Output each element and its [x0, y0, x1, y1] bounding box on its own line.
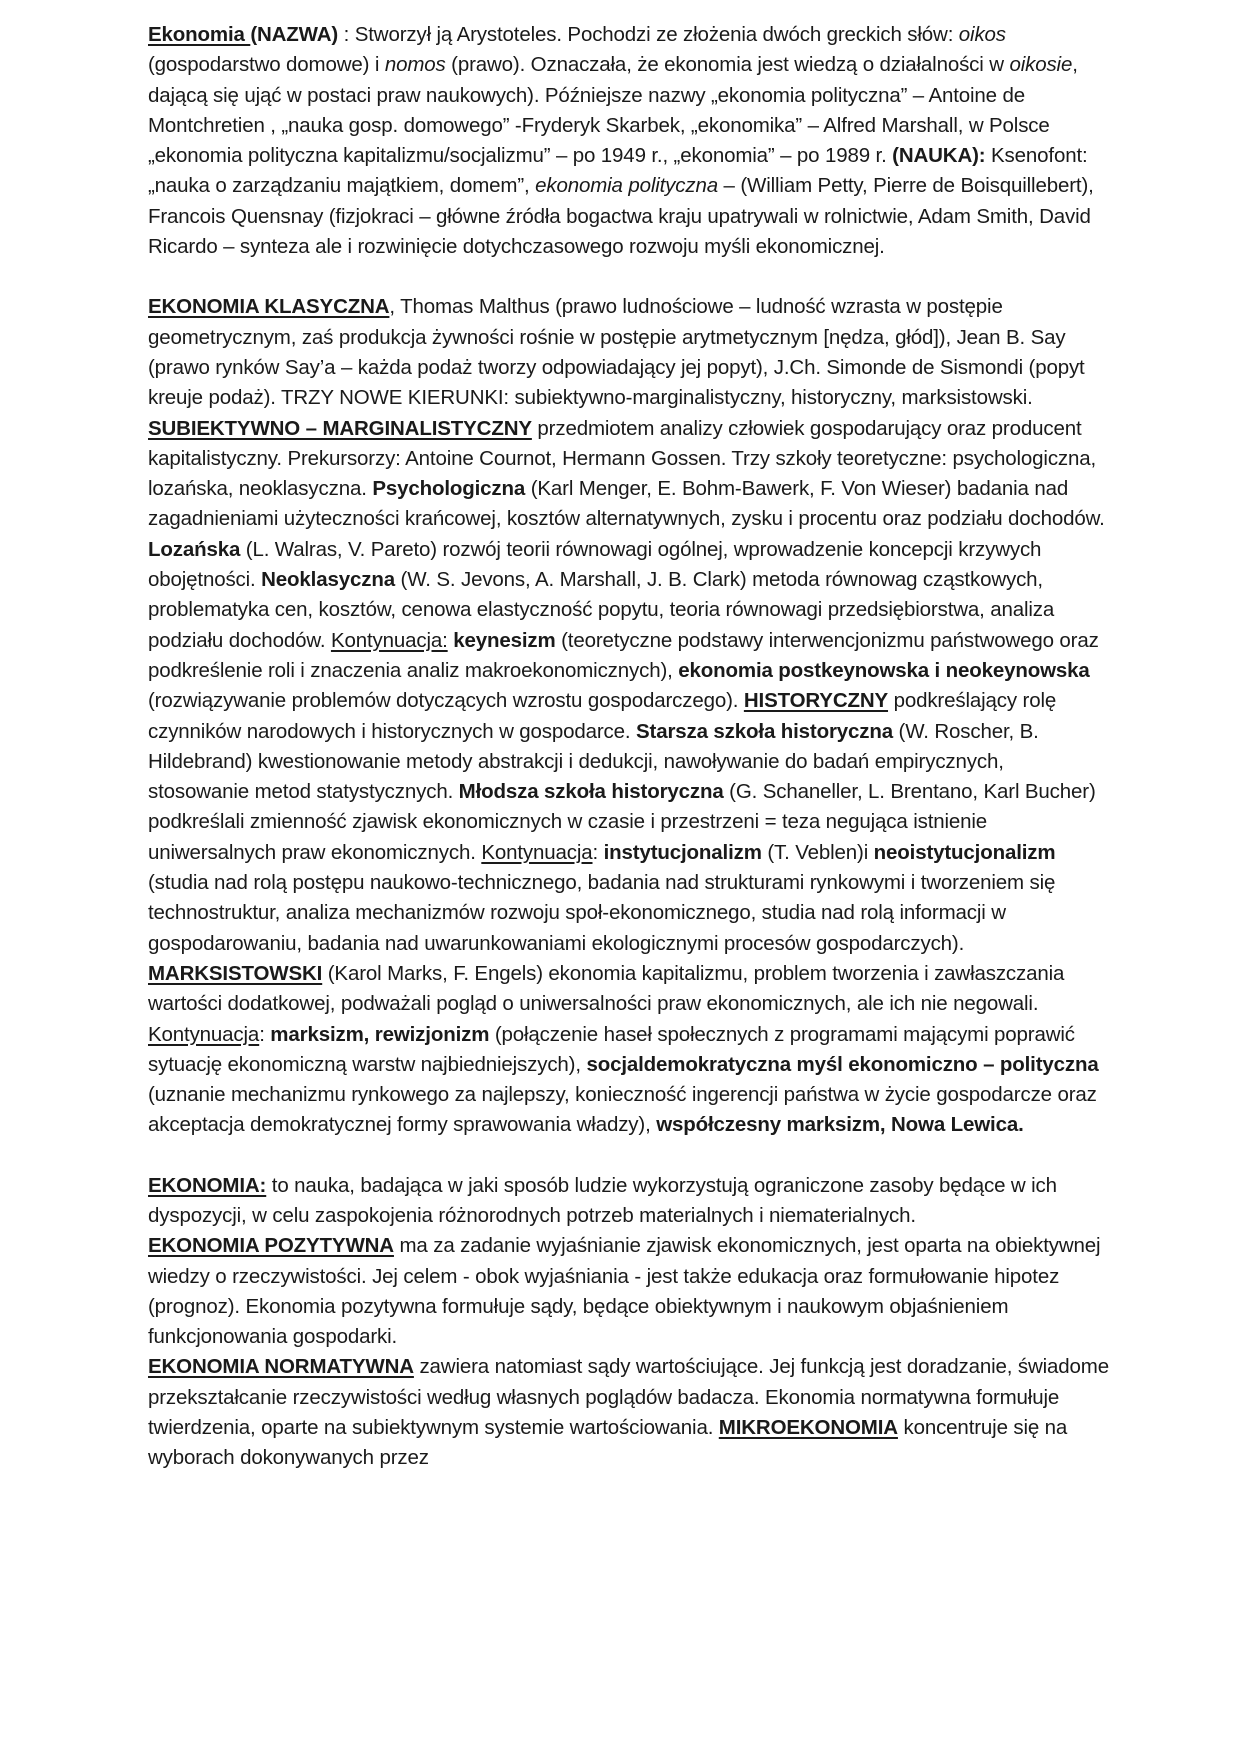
text-run: (gospodarstwo domowe) i	[148, 53, 385, 77]
bold-term: socjaldemokratyczna myśl ekonomiczno – polityczna	[586, 1052, 1099, 1076]
text-run: : Stworzył ją Arystoteles. Pochodzi ze złożenia dwóch greckich słów:	[338, 23, 959, 46]
text-run: koncentruje się na wyborach dokonywanych przez	[148, 1416, 1068, 1470]
text-run: przedmiotem analizy człowiek gospodarujący oraz producent kapitalistyczny. Prekursorzy: Antoine Cournot, Hermann Gossen. Trzy szkoły teoretyczne: psychologiczna, lozańska, neoklasyczna.	[148, 416, 1097, 501]
section-heading: MIKROEKONOMIA	[718, 1416, 898, 1440]
paragraph-ekonomia-normatywna	[148, 1352, 1110, 1473]
underlined-term: Kontynuacja	[148, 1022, 260, 1046]
text-run: (G. Schaneller, L. Brentano, Karl Bucher) podkreślali zmienność zjawisk ekonomicznych w czasie i przestrzeni = teza negująca istnienie uniwersalnych praw ekonomicznych.	[148, 780, 1096, 864]
text-run: (połączenie haseł społecznych z programami mającymi poprawić sytuację ekonomiczną warstw najbiedniejszych),	[148, 1022, 1075, 1076]
text-run: (Karol Marks, F. Engels) ekonomia kapitalizmu, problem tworzenia i zawłaszczania wartości dodatkowej, podważali pogląd o uniwersalności praw ekonomicznych, ale ich nie negowali.	[148, 961, 1065, 1016]
text-run: , Thomas Malthus (prawo ludnościowe – ludność wzrasta w postępie geometrycznym, zaś produkcja żywności rośnie w postępie arytmetycznym [nędza, głód]), Jean B. Say (prawo rynków Say’a – każda podaż tworzy odpowiadający jej popyt), J.Ch. Simonde de Sismondi (popyt kreuje podaż). TRZY NOWE KIERUNKI: subiektywno-marginalistyczny, historyczny, marksistowski.	[148, 295, 1085, 410]
text-run: (rozwiązywanie problemów dotyczących wzrostu gospodarczego).	[148, 689, 744, 713]
paragraph-nazwa-nauka	[148, 20, 1110, 262]
text-run: Ksenofont: „nauka o zarządzaniu majątkiem, domem”,	[148, 144, 1088, 198]
text-run: (uznanie mechanizmu rynkowego za najlepszy, konieczność ingerencji państwa w życie gospodarcze oraz akceptacja demokratycznej formy sprawowania władzy),	[148, 1083, 1097, 1137]
paragraph-ekonomia-pozytywna	[148, 1231, 1110, 1352]
bold-term: (NAZWA)	[250, 23, 339, 46]
bold-term: Psychologiczna	[372, 477, 526, 501]
section-heading: SUBIEKTYWNO – MARGINALISTYCZNY	[148, 416, 532, 440]
text-run: (W. Roscher, B. Hildebrand) kwestionowanie metody abstrakcji i dedukcji, nawoływanie do badań empirycznych, stosowanie metod statystycznych.	[148, 719, 1039, 804]
text-run: (L. Walras, V. Pareto) rozwój teorii równowagi ogólnej, wprowadzenie koncepcji krzywych obojętności.	[148, 537, 1042, 592]
section-heading: EKONOMIA NORMATYWNA	[148, 1355, 414, 1379]
text-run: ma za zadanie wyjaśnianie zjawisk ekonomicznych, jest oparta na obiektywnej wiedzy o rzeczywistości. Jej celem - obok wyjaśniania - jest także edukacja oraz formułowanie hipotez (prognoz). Ekonomia pozytywna formułuje sądy, będące obiektywnym i naukowym objaśnieniem funkcjonowania gospodarki.	[148, 1234, 1101, 1349]
bold-term: Neoklasyczna	[261, 568, 395, 592]
italic-term: oikosie	[1009, 53, 1073, 77]
bold-term: (NAUKA):	[892, 144, 986, 168]
bold-term: marksizm, rewizjonizm	[270, 1022, 490, 1046]
italic-term: oikos	[958, 23, 1006, 46]
section-heading: HISTORYCZNY	[743, 689, 889, 713]
paragraph-gap	[148, 262, 1110, 292]
bold-term: Młodsza szkoła historyczna	[458, 780, 724, 804]
bold-term: instytucjonalizm	[603, 840, 762, 864]
bold-term: współczesny marksizm, Nowa Lewica.	[656, 1113, 1024, 1137]
italic-term: nomos	[384, 53, 446, 77]
bold-term: keynesizm	[453, 628, 556, 652]
text-run: :	[259, 1022, 271, 1046]
bold-term: neoistytucjonalizm	[873, 840, 1056, 864]
paragraph-gap	[148, 1141, 1110, 1171]
text-run: – (William Petty, Pierre de Boisquillebert), Francois Quensnay (fizjokraci – główne źródła bogactwa kraju upatrywali w rolnictwie, Adam Smith, David Ricardo – synteza ale i rozwinięcie dotychczasowego rozwoju myśli ekonomicznej.	[148, 174, 1094, 259]
text-run: podkreślający rolę czynników narodowych i historycznych w gospodarce.	[148, 689, 1057, 743]
section-heading: EKONOMIA:	[148, 1173, 267, 1197]
underlined-term: Kontynuacja:	[330, 628, 448, 652]
section-heading: MARKSISTOWSKI	[148, 961, 323, 985]
text-run: to nauka, badająca w jaki sposób ludzie wykorzystują ograniczone zasoby będące w ich dyspozycji, w celu zaspokojenia różnorodnych potrzeb materialnych i niematerialnych.	[148, 1173, 1057, 1227]
italic-term: ekonomia polityczna	[535, 174, 718, 198]
text-run: zawiera natomiast sądy wartościujące. Jej funkcją jest doradzanie, świadome przekształcanie rzeczywistości według własnych poglądów badacza. Ekonomia normatywna formułuje twierdzenia, oparte na subiektywnym systemie wartościowania.	[148, 1355, 1109, 1440]
section-heading: EKONOMIA POZYTYWNA	[148, 1234, 394, 1258]
text-run: (teoretyczne podstawy interwencjonizmu państwowego oraz podkreślenie roli i znaczenia analiz makroekonomicznych),	[148, 628, 1099, 682]
bold-term: Lozańska	[148, 537, 241, 561]
text-run: (Karl Menger, E. Bohm-Bawerk, F. Von Wieser) badania nad zagadnieniami użyteczności krańcowej, kosztów alternatywnych, zysku i procentu oraz podziału dochodów.	[148, 477, 1105, 531]
section-heading: EKONOMIA KLASYCZNA	[148, 295, 390, 319]
text-run: , dającą się ująć w postaci praw naukowych). Późniejsze nazwy „ekonomia polityczna” – Antoine de Montchretien , „nauka gosp. domowego” -Fryderyk Skarbek, „ekonomika” – Alfred Marshall, w Polsce „ekonomia polityczna kapitalizmu/socjalizmu” – po 1949 r., „ekonomia” – po 1989 r.	[148, 53, 1078, 168]
text-run: (T. Veblen)i	[761, 840, 874, 864]
text-run: (prawo). Oznaczała, że ekonomia jest wiedzą o działalności w	[445, 53, 1010, 77]
text-run: (studia nad rolą postępu naukowo-technicznego, badania nad strukturami rynkowymi i tworzeniem się technostruktur, analiza mechanizmów rozwoju społ-ekonomicznego, studia nad rolą informacji w gospodarowaniu, badania nad uwarunkowaniami ekologicznymi procesów gospodarczych).	[148, 871, 1056, 955]
underlined-term: Kontynuacja	[481, 840, 593, 864]
paragraph-ekonomia-definicja	[148, 1171, 1110, 1232]
text-run: (W. S. Jevons, A. Marshall, J. B. Clark) metoda równowag cząstkowych, problematyka cen, kosztów, cenowa elastyczność popytu, teoria równowagi przedsiębiorstwa, analiza podziału dochodów.	[148, 568, 1055, 652]
text-run: :	[592, 840, 604, 864]
paragraph-ekonomia-klasyczna	[148, 292, 1110, 1140]
bold-term: Starsza szkoła historyczna	[636, 719, 894, 743]
bold-term: ekonomia postkeynowska i neokeynowska	[678, 658, 1090, 682]
section-heading: Ekonomia	[148, 23, 251, 46]
